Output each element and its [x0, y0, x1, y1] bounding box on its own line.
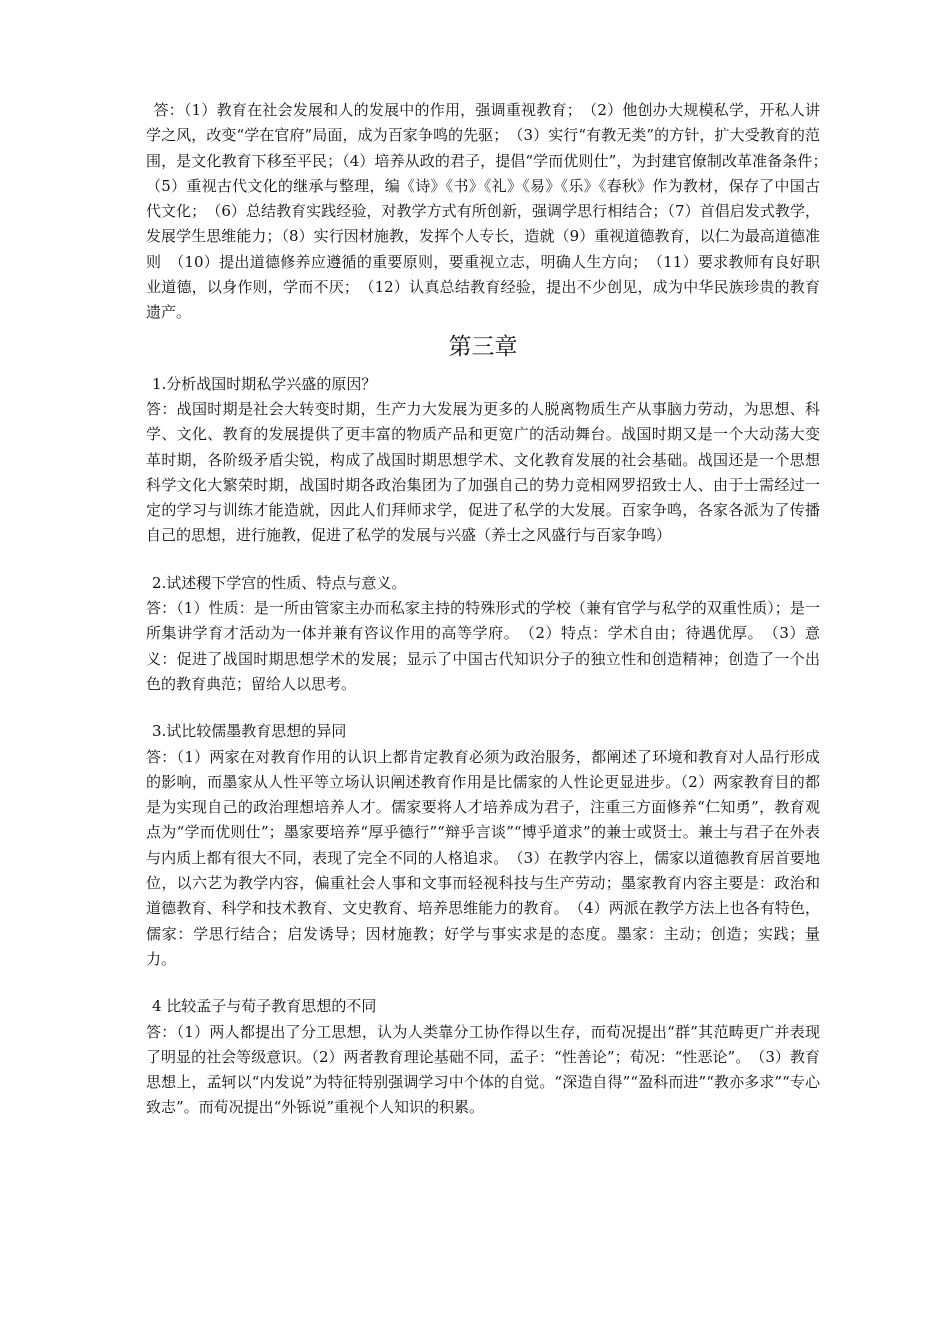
question-title: 1.分析战国时期私学兴盛的原因？ — [152, 374, 377, 393]
answer-paragraph: 答：（1）两人都提出了分工思想，认为人类靠分工协作得以生存，而荀况提出“群”其范畴更广并表现了明显的社会等级意识。（2）两者教育理论基础不同，孟子：“性善论”；荀况：“性恶论”。 （3）教育思想上，孟轲以“内发说”为特征特别强调学习中个体的自觉。“深造自得”“盈科而进”“教亦多求”“专心致志”。而荀况提出“外铄说”重视个人知识的积累。 — [146, 1022, 820, 1117]
intro-answer-paragraph: 答：（1）教育在社会发展和人的发展中的作用，强调重视教育； （2）他创办大规模私学，开私人讲学之风，改变“学在官府”局面，成为百家争鸣的先驱； （3）实行“有教无类”的方针，扩大受教育的范围，是文化教育下移至平民；（4）培养从政的君子，提倡“学而优则仕”，为封建官僚制改革准备条件； （5）重视古代文化的继承与整理，编《诗》《书》《礼》《易》《乐》《春秋》作为教材，保存了中国古代文化； （6）总结教育实践经验，对教学方式有所创新，强调学思行相结合；（7）首倡启发式教学，发展学生思维能力；（8）实行因材施教，发挥个人专长，造就（9）重视道德教育，以仁为最高道德准则 （10）提出道德修养应遵循的重要原则，要重视立志，明确人生方向； （11）要求教师有良好职业道德，以身作则，学而不厌； （12）认真总结教育经验，提出不少创见，成为中华民族珍贵的教育遗产。 — [146, 101, 836, 322]
document-page — [146, 98, 836, 1143]
chapter-title: 第三章 — [448, 333, 518, 360]
question-block-1 — [146, 372, 820, 549]
question-title: 3.试比较儒墨教育思想的异同 — [152, 722, 347, 741]
question-title: 4 比较孟子与荀子教育思想的不同 — [152, 997, 377, 1016]
question-block-3 — [146, 719, 820, 972]
answer-paragraph: 答：战国时期是社会大转变时期，生产力大发展为更多的人脱离物质生产从事脑力劳动，为思想、科学、文化、教育的发展提供了更丰富的物质产品和更宽广的活动舞台。战国时期又是一个大动荡大变革时期，各阶级矛盾尖锐，构成了战国时期思想学术、文化教育发展的社会基础。战国还是一个思想科学文化大繁荣时期，战国时期各政治集团为了加强自己的势力竞相网罗招致士人、由于士需经过一定的学习与训练才能造就，因此人们拜师求学，促进了私学的大发展。百家争鸣，各家各派为了传播自己的思想，进行施教，促进了私学的发展与兴盛（养士之风盛行与百家争鸣） — [146, 399, 820, 545]
answer-paragraph: 答：（1）两家在对教育作用的认识上都肯定教育必须为政治服务，都阐述了环境和教育对人品行形成的影响，而墨家从人性平等立场认识阐述教育作用是比儒家的人性论更显进步。（2）两家教育目的都是为实现自己的政治理想培养人才。儒家要将人才培养成为君子，注重三方面修养“仁知勇”，教育观点为“学而优则仕”；墨家要培养“厚乎德行”“辩乎言谈”“博乎道求”的兼士或贤士。兼士与君子在外表与内质上都有很大不同，表现了完全不同的人格追求。 （3）在教学内容上，儒家以道德教育居首要地位，以六艺为教学内容，偏重社会人事和文事而轻视科技与生产劳动；墨家教育内容主要是：政治和道德教育、科学和技术教育、文史教育、培养思维能力的教育。 （4）两派在教学方法上也各有特色，儒家：学思行结合；启发诱导；因材施教；好学与事实求是的态度。墨家：主动；创造；实践；量力。 — [146, 747, 820, 968]
question-title: 2.试述稷下学宫的性质、特点与意义。 — [152, 573, 407, 592]
answer-paragraph: 答：（1）性质：是一所由管家主办而私家主持的特殊形式的学校（兼有官学与私学的双重性质）；是一所集讲学育才活动为一体并兼有咨议作用的高等学府。 （2）特点：学术自由；待遇优厚。 （3）意义：促进了战国时期思想学术的发展；显示了中国古代知识分子的独立性和创造精神；创造了一个出色的教育典范；留给人以思考。 — [146, 599, 820, 693]
question-block-4 — [146, 994, 820, 1120]
question-block-2 — [146, 571, 820, 697]
